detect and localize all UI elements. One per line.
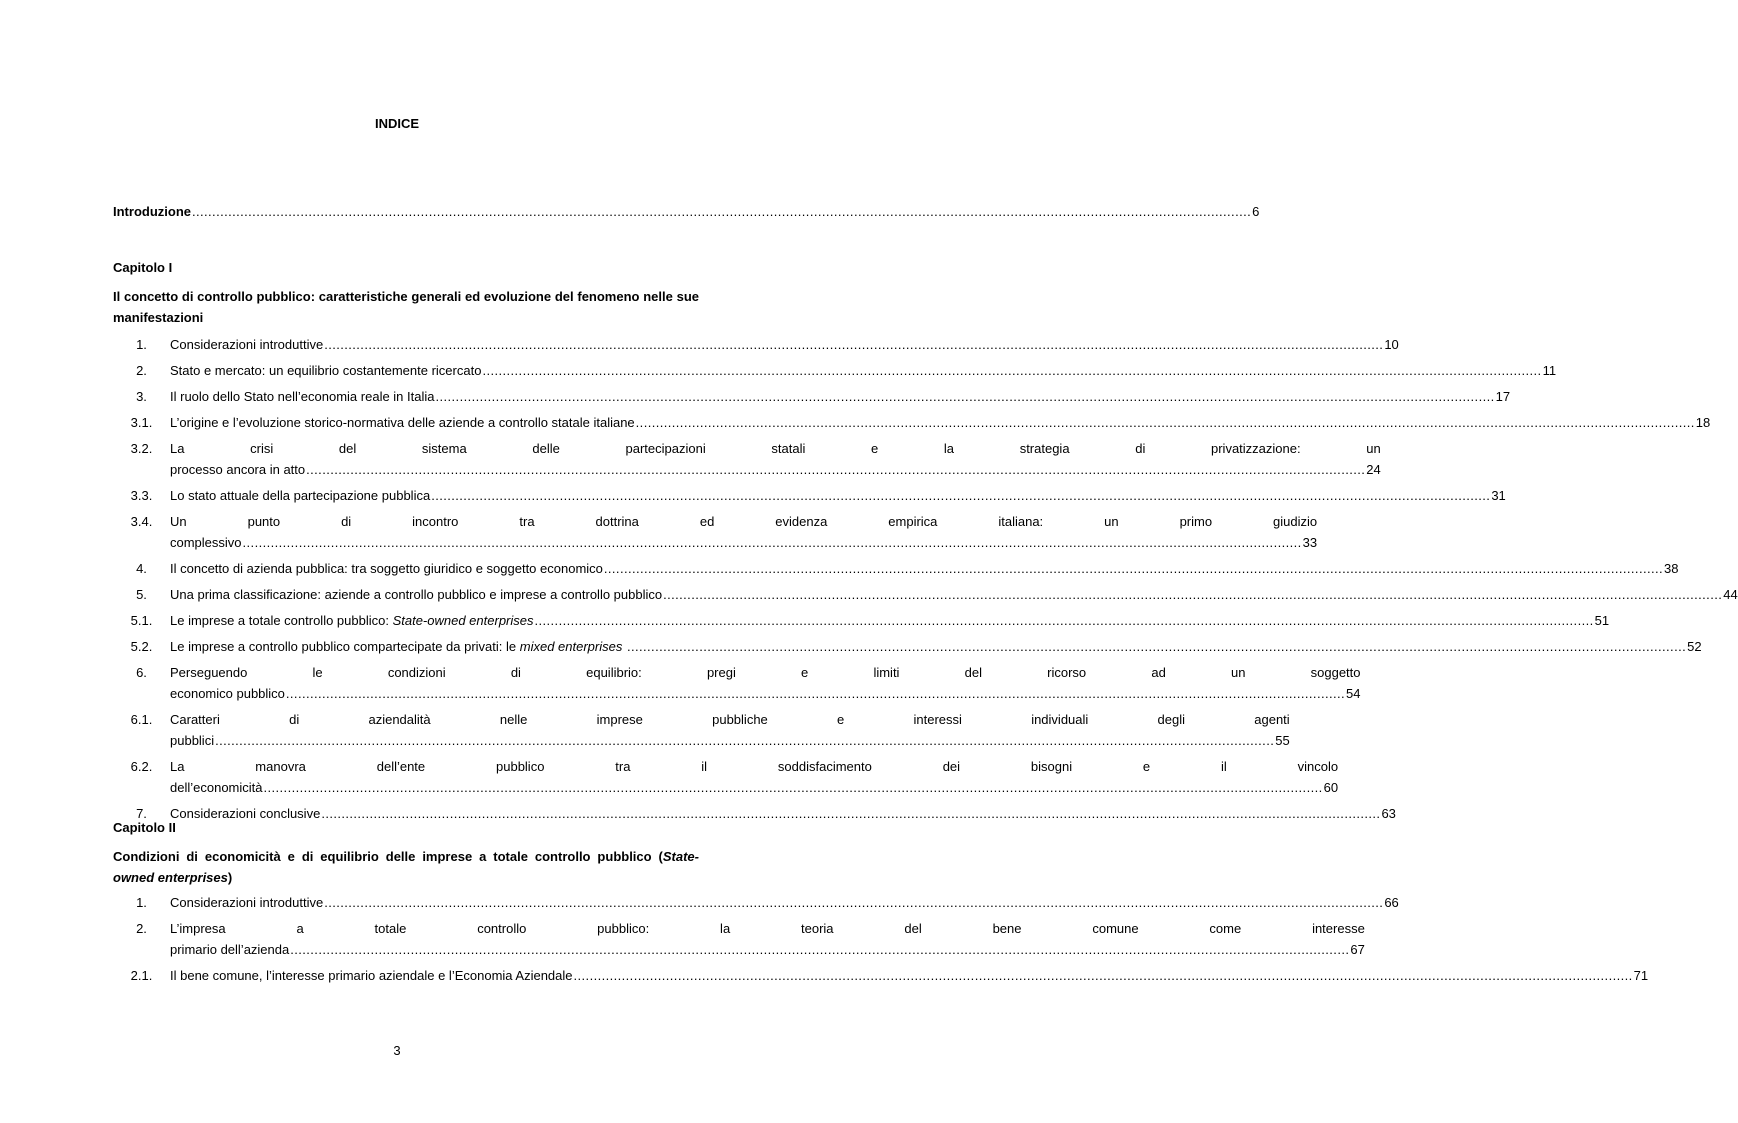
entry-content bbox=[170, 558, 1678, 579]
toc-entry[interactable] bbox=[113, 412, 1711, 433]
entry-title bbox=[170, 485, 430, 506]
entry-number: 4. bbox=[136, 561, 147, 576]
entry-content bbox=[170, 965, 1648, 986]
entry-content bbox=[170, 511, 1317, 553]
entry-page-number: 38 bbox=[1664, 561, 1679, 576]
entry-page-number: 11 bbox=[1542, 363, 1557, 378]
entry-title-first-line: Perseguendo le condizioni di equilibrio: pregi e limiti del ricorso ad un soggetto bbox=[170, 665, 1361, 680]
entry-title bbox=[170, 939, 289, 960]
dot-leader bbox=[663, 584, 1722, 605]
introduction-page: 6 bbox=[1252, 204, 1260, 219]
entry-title-emphasis: State-owned enterprises bbox=[392, 613, 534, 628]
entry-page-number: 31 bbox=[1491, 488, 1506, 503]
entry-title bbox=[170, 683, 285, 704]
chapter-2-title-emphasis: State-owned enterprises bbox=[113, 849, 699, 885]
entry-content bbox=[170, 610, 1609, 631]
entry-title-text: Il concetto di azienda pubblica: tra soggetto giuridico e soggetto economico bbox=[170, 561, 603, 576]
toc-entry[interactable] bbox=[113, 438, 1381, 480]
dot-leader bbox=[215, 730, 1274, 751]
dot-leader bbox=[574, 965, 1633, 986]
toc-entry[interactable] bbox=[113, 334, 1399, 355]
entry-title-first-line: La crisi del sistema delle partecipazioni statali e la strategia di privatizzazione: un bbox=[170, 441, 1381, 456]
dot-leader bbox=[627, 636, 1686, 657]
entry-title-text: Considerazioni introduttive bbox=[170, 895, 324, 910]
dot-leader bbox=[636, 412, 1695, 433]
entry-content bbox=[170, 485, 1506, 506]
chapter-1-label: Capitolo I bbox=[113, 260, 173, 275]
entry-title-first-line: Un punto di incontro tra dottrina ed evidenza empirica italiana: un primo giudizio bbox=[170, 514, 1318, 529]
entry-content bbox=[170, 412, 1710, 433]
dot-leader bbox=[436, 386, 1495, 407]
chapter-1-heading bbox=[113, 260, 699, 328]
dot-leader bbox=[264, 777, 1323, 798]
entry-page-number: 10 bbox=[1384, 337, 1399, 352]
toc-entry[interactable] bbox=[113, 511, 1318, 553]
entry-title-text: Stato e mercato: un equilibrio costantemente ricercato bbox=[170, 363, 482, 378]
entry-number: 1. bbox=[136, 895, 147, 910]
entry-number: 3.2. bbox=[130, 441, 153, 456]
entry-title bbox=[170, 459, 305, 480]
entry-number: 2.1. bbox=[130, 968, 153, 983]
toc-entry[interactable] bbox=[113, 610, 1610, 631]
entry-number: 1. bbox=[136, 337, 147, 352]
entry-number: 3. bbox=[136, 389, 147, 404]
entry-title-text: Il ruolo dello Stato nell’economia reale in Italia bbox=[170, 389, 435, 404]
entry-content bbox=[170, 892, 1399, 913]
entry-page-number: 44 bbox=[1723, 587, 1738, 602]
dot-leader bbox=[306, 459, 1365, 480]
entry-number: 6.1. bbox=[130, 712, 153, 727]
toc-introduction[interactable] bbox=[113, 204, 1260, 219]
entry-content bbox=[170, 709, 1290, 751]
index-title: INDICE bbox=[374, 116, 420, 131]
toc-entry[interactable] bbox=[113, 360, 1557, 381]
entry-title bbox=[170, 386, 435, 407]
dot-leader bbox=[535, 610, 1594, 631]
entry-page-number: 55 bbox=[1275, 733, 1290, 748]
page-number: 3 bbox=[393, 1043, 401, 1058]
entry-content bbox=[170, 918, 1365, 960]
chapter-1-title: Il concetto di controllo pubblico: caratteristiche generali ed evoluzione del fenomeno nelle sue manifestazioni bbox=[113, 289, 699, 325]
entry-title-text: Le imprese a totale controllo pubblico: bbox=[170, 613, 393, 628]
entry-number: 3.1. bbox=[130, 415, 153, 430]
entry-title-text: economico pubblico bbox=[170, 686, 285, 701]
toc-entry[interactable] bbox=[113, 892, 1399, 913]
toc-entry[interactable] bbox=[113, 756, 1339, 798]
entry-title-text: primario dell’azienda bbox=[170, 942, 290, 957]
entry-page-number: 66 bbox=[1384, 895, 1399, 910]
entry-number: 7. bbox=[136, 806, 147, 821]
toc-entry[interactable] bbox=[113, 918, 1365, 960]
entry-title-first-line: La manovra dell’ente pubblico tra il soddisfacimento dei bisogni e il vincolo bbox=[170, 759, 1339, 774]
entry-content bbox=[170, 334, 1399, 355]
toc-entry[interactable] bbox=[113, 584, 1738, 605]
entry-number: 5.2. bbox=[130, 639, 153, 654]
dot-leader bbox=[290, 939, 1349, 960]
entry-title-text: Considerazioni introduttive bbox=[170, 337, 324, 352]
dot-leader bbox=[324, 892, 1383, 913]
entry-title bbox=[170, 636, 626, 657]
entry-title-text: Una prima classificazione: aziende a controllo pubblico e imprese a controllo pubblico bbox=[170, 587, 663, 602]
entry-title bbox=[170, 532, 242, 553]
entry-title-emphasis: mixed enterprises bbox=[519, 639, 623, 654]
entry-page-number: 33 bbox=[1302, 535, 1318, 550]
toc-entry[interactable] bbox=[113, 662, 1361, 704]
toc-entry[interactable] bbox=[113, 636, 1702, 657]
introduction-label: Introduzione bbox=[113, 204, 191, 219]
entry-title bbox=[170, 892, 323, 913]
chapter-2-heading bbox=[113, 820, 699, 888]
entry-title-text: complessivo bbox=[170, 535, 242, 550]
dot-leader bbox=[286, 683, 1345, 704]
entry-page-number: 18 bbox=[1695, 415, 1711, 430]
toc-entry[interactable] bbox=[113, 485, 1506, 506]
entry-page-number: 54 bbox=[1346, 686, 1361, 701]
entry-number: 5.1. bbox=[130, 613, 153, 628]
dot-leader bbox=[192, 204, 1251, 219]
entry-title-first-line: Caratteri di aziendalità nelle imprese pubbliche e interessi individuali degli agenti bbox=[170, 712, 1290, 727]
entry-title-text: Lo stato attuale della partecipazione pubblica bbox=[170, 488, 431, 503]
dot-leader bbox=[604, 558, 1663, 579]
dot-leader bbox=[243, 532, 1302, 553]
entry-number: 5. bbox=[136, 587, 147, 602]
entry-title-text: Considerazioni conclusive bbox=[170, 806, 321, 821]
chapter-2-label: Capitolo II bbox=[113, 820, 176, 835]
entry-page-number: 17 bbox=[1495, 389, 1511, 404]
entry-title bbox=[170, 558, 603, 579]
entry-page-number: 67 bbox=[1350, 942, 1365, 957]
chapter-1-entries bbox=[113, 334, 1738, 829]
entry-page-number: 71 bbox=[1633, 968, 1649, 983]
entry-title-suffix bbox=[622, 639, 626, 654]
entry-title-text: Le imprese a controllo pubblico compartecipate da privati: le bbox=[170, 639, 520, 654]
entry-page-number: 63 bbox=[1381, 806, 1396, 821]
entry-title-text: pubblici bbox=[170, 733, 215, 748]
entry-title-first-line: L’impresa a totale controllo pubblico: la teoria del bene comune come interesse bbox=[170, 921, 1365, 936]
dot-leader bbox=[482, 360, 1541, 381]
entry-title bbox=[170, 730, 214, 751]
toc-entry[interactable] bbox=[113, 558, 1679, 579]
entry-page-number: 51 bbox=[1594, 613, 1610, 628]
entry-page-number: 60 bbox=[1323, 780, 1339, 795]
entry-title bbox=[170, 965, 573, 986]
entry-content bbox=[170, 438, 1381, 480]
toc-entry[interactable] bbox=[113, 709, 1290, 751]
entry-number: 2. bbox=[136, 363, 147, 378]
entry-title bbox=[170, 777, 263, 798]
entry-content bbox=[170, 360, 1556, 381]
entry-number: 2. bbox=[136, 921, 147, 936]
chapter-2-title bbox=[113, 846, 699, 888]
chapter-2-entries bbox=[113, 892, 1649, 991]
entry-page-number: 52 bbox=[1687, 639, 1702, 654]
entry-title bbox=[170, 584, 662, 605]
entry-number: 3.3. bbox=[130, 488, 153, 503]
entry-content bbox=[170, 386, 1510, 407]
entry-title bbox=[170, 360, 481, 381]
entry-number: 6. bbox=[136, 665, 147, 680]
entry-number: 3.4. bbox=[130, 514, 153, 529]
entry-title bbox=[170, 412, 635, 433]
entry-title bbox=[170, 610, 534, 631]
toc-entry[interactable] bbox=[113, 965, 1649, 986]
dot-leader bbox=[324, 334, 1383, 355]
chapter-2-title-close: ) bbox=[227, 870, 233, 885]
entry-page-number: 24 bbox=[1366, 462, 1381, 477]
toc-entry[interactable] bbox=[113, 386, 1511, 407]
entry-content bbox=[170, 584, 1738, 605]
entry-title-text: dell’economicità bbox=[170, 780, 263, 795]
entry-title-text: L’origine e l’evoluzione storico-normativa delle aziende a controllo statale italiane bbox=[170, 415, 635, 430]
dot-leader bbox=[431, 485, 1490, 506]
entry-title-text: processo ancora in atto bbox=[170, 462, 306, 477]
entry-content bbox=[170, 662, 1361, 704]
entry-number: 6.2. bbox=[130, 759, 153, 774]
entry-title bbox=[170, 334, 323, 355]
entry-content bbox=[170, 756, 1338, 798]
chapter-2-title-text: Condizioni di economicità e di equilibrio delle imprese a totale controllo pubblico ( bbox=[113, 849, 663, 864]
entry-title-text: Il bene comune, l’interesse primario aziendale e l’Economia Aziendale bbox=[170, 968, 573, 983]
entry-content bbox=[170, 636, 1702, 657]
